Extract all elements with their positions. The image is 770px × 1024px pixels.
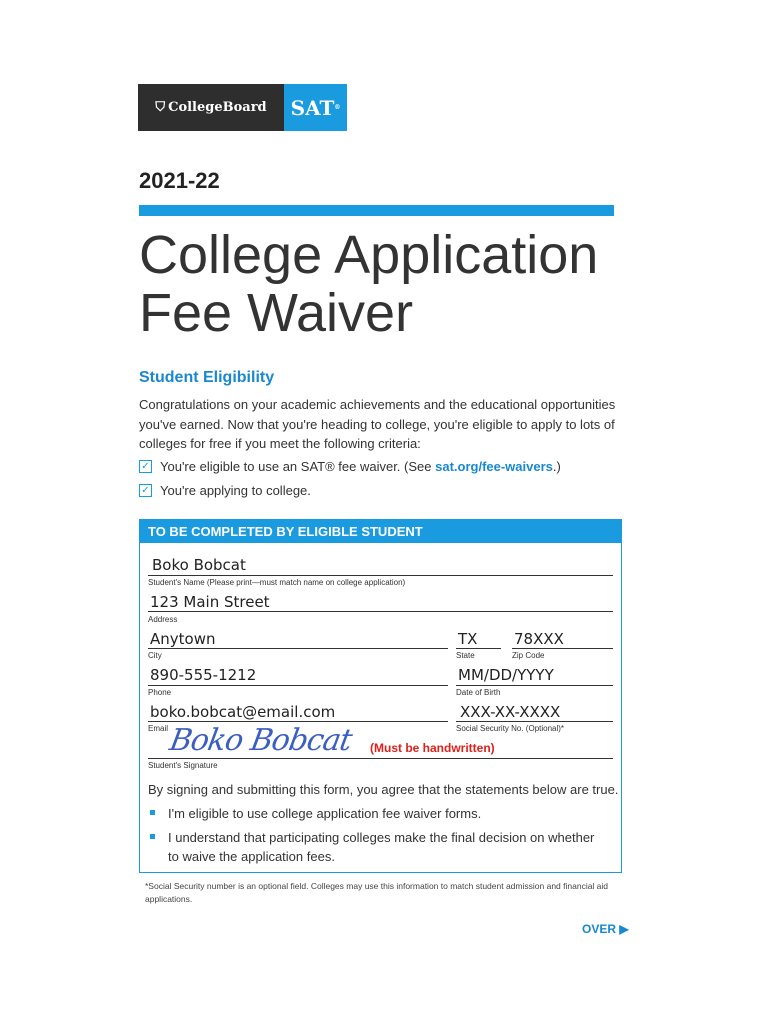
criterion-sat-fee-waiver: ✓ You're eligible to use an SAT® fee waiver. (See sat.org/fee-waivers.) (139, 459, 561, 474)
city-label: City (148, 651, 162, 660)
email-field[interactable]: boko.bobcat@email.com (150, 703, 336, 721)
name-field[interactable]: Boko Bobcat (152, 556, 246, 574)
sat-logo: SAT ® (284, 84, 347, 131)
phone-line (148, 685, 448, 686)
eligibility-intro: Congratulations on your academic achievements and the educational opportunities you've earned. Now that you're heading to college, you're eligible to apply to lots of colleges for free if you meet the following criteria: (139, 397, 616, 451)
ssn-label: Social Security No. (Optional)* (456, 724, 565, 733)
checkbox-checked-icon: ✓ (139, 460, 152, 473)
fee-waivers-link[interactable]: sat.org/fee-waivers (435, 459, 553, 474)
signature-line (148, 758, 613, 759)
student-form (139, 519, 622, 873)
dob-line (456, 685, 613, 686)
dob-field[interactable]: MM/DD/YYYY (458, 666, 554, 684)
criterion-applying: ✓ You're applying to college. (139, 483, 311, 498)
zip-line (512, 648, 613, 649)
footnote: *Social Security number is an optional field. Colleges may use this information to match student admission and financial aid applications. (145, 881, 609, 904)
email-line (148, 721, 448, 722)
address-line (148, 611, 613, 612)
ssn-line (456, 721, 613, 722)
state-label: State (456, 651, 475, 660)
agreement-text: By signing and submitting this form, you agree that the statements below are true. (148, 782, 619, 797)
address-field[interactable]: 123 Main Street (150, 593, 270, 611)
collegeboard-logo: ⛉ CollegeBoard (138, 84, 284, 131)
checkbox-checked-icon: ✓ (139, 484, 152, 497)
state-field[interactable]: TX (458, 630, 478, 648)
statement-item: I'm eligible to use college application fee waiver forms. (168, 804, 608, 823)
phone-field[interactable]: 890-555-1212 (150, 666, 257, 684)
year: 2021-22 (139, 168, 220, 193)
phone-label: Phone (148, 688, 172, 697)
eligibility-heading: Student Eligibility (139, 369, 275, 386)
page-title: College Application Fee Waiver (139, 225, 599, 343)
email-label: Email (148, 724, 169, 733)
handwritten-note: (Must be handwritten) (370, 741, 495, 755)
statement-item: I understand that participating colleges make the final decision on whether to waive the application fees. (168, 828, 608, 866)
city-line (148, 648, 448, 649)
over-link[interactable]: OVER ▶ (582, 922, 629, 936)
ssn-field[interactable]: XXX-XX-XXXX (460, 703, 561, 721)
signature-field[interactable]: Boko Bobcat (166, 723, 355, 758)
bullet-icon (150, 834, 155, 839)
zip-field[interactable]: 78XXX (514, 630, 564, 648)
state-line (456, 648, 501, 649)
divider-bar (139, 205, 614, 216)
name-label: Student's Name (Please print—must match name on college application) (148, 578, 406, 587)
zip-label: Zip Code (512, 651, 545, 660)
address-label: Address (148, 615, 178, 624)
name-line (148, 575, 613, 576)
city-field[interactable]: Anytown (150, 630, 216, 648)
dob-label: Date of Birth (456, 688, 501, 697)
form-header: TO BE COMPLETED BY ELIGIBLE STUDENT (140, 520, 621, 543)
acorn-icon: ⛉ (155, 100, 166, 115)
bullet-icon (150, 810, 155, 815)
signature-label: Student's Signature (148, 761, 218, 770)
collegeboard-sat-logo (138, 84, 347, 131)
